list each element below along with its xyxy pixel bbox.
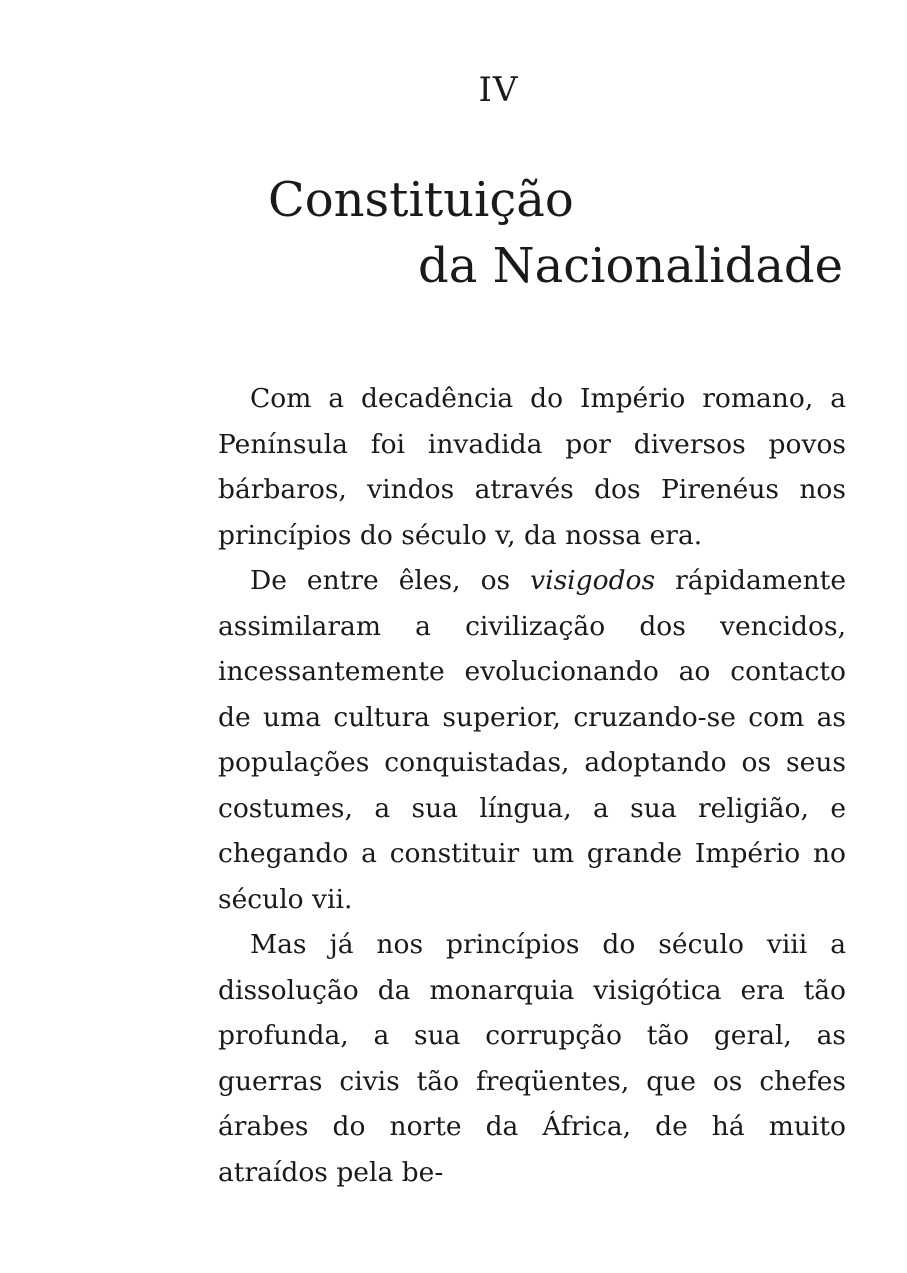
- emphasis-visigodos: visigodos: [530, 565, 656, 596]
- paragraph-2-start: De entre êles, os: [250, 565, 531, 596]
- chapter-title-line-2: da Nacionalidade: [418, 238, 844, 294]
- paragraph-2: [218, 558, 846, 922]
- paragraph-1: Com a decadência do Império romano, a Península foi invadida por diversos povos bárbaros, vindos através dos Pirenéus nos princípios do século v, da nossa era.: [218, 383, 846, 551]
- chapter-number: IV: [478, 70, 519, 110]
- paragraph-2-rest: rápidamente assimilaram a civilização dos vencidos, incessantemente evolucionando ao contacto de uma cultura superior, cruzando-se com as populações conquistadas, adoptando os seus costumes, a sua língua, a sua religião, e chegando a constituir um grande Império no século vii.: [218, 565, 846, 915]
- chapter-title-line-1: Constituição: [268, 172, 574, 228]
- chapter-body: [218, 376, 846, 1195]
- paragraph-3: Mas já nos princípios do século viii a dissolução da monarquia visigótica era tão profunda, a sua corrupção tão geral, as guerras civis tão freqüentes, que os chefes árabes do norte da África, de há muito atraídos pela be-: [218, 929, 846, 1188]
